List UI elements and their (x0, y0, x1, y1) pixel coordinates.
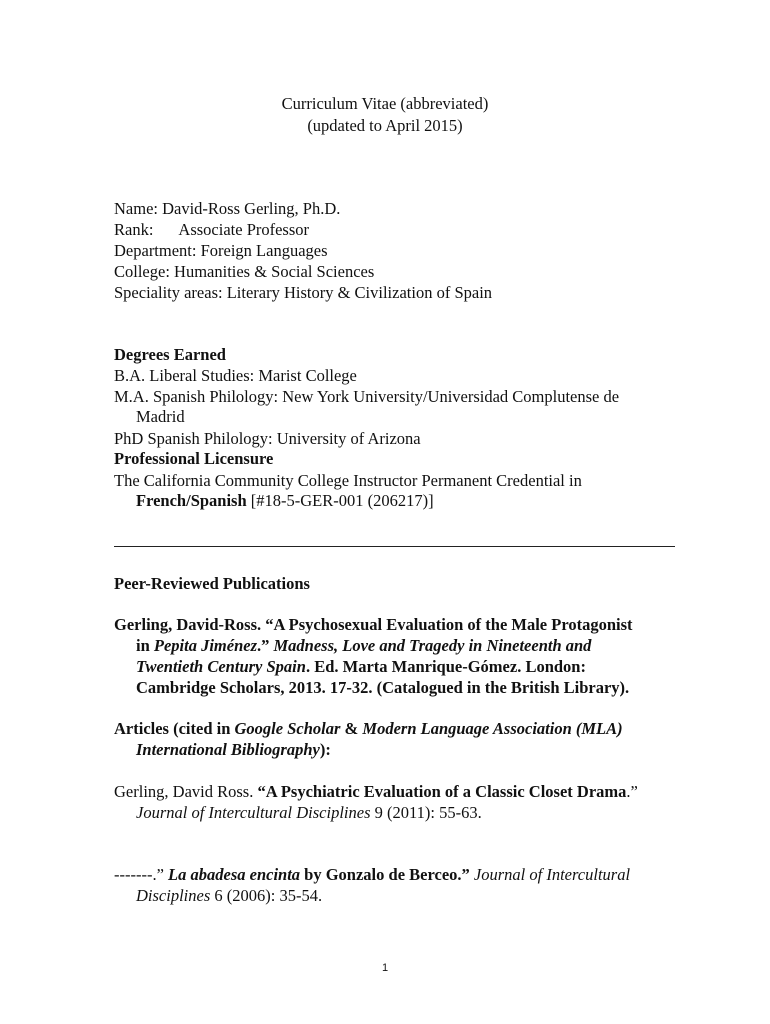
licensure-line2 (136, 491, 434, 511)
mla-label: Modern Language Association (MLA) (362, 719, 623, 738)
peer-reviewed-heading: Peer-Reviewed Publications (114, 574, 310, 593)
degree-ba: B.A. Liberal Studies: Marist College (114, 366, 357, 385)
articles-heading (114, 719, 623, 739)
article-entry-1-line2 (136, 803, 482, 823)
degree-ma-line2: Madrid (136, 407, 185, 426)
cv-updated-date: (updated to April 2015) (307, 116, 463, 135)
publication-book-title: Madness, Love and Tragedy in Nineteenth and (273, 636, 592, 655)
degrees-heading: Degrees Earned (114, 345, 226, 364)
article-journal-cont: Disciplines (136, 886, 211, 905)
speciality-line: Speciality areas: Literary History & Civilization of Spain (114, 283, 493, 302)
articles-heading-line2 (136, 740, 331, 760)
publication-text: .” (257, 636, 274, 655)
publication-line2 (136, 636, 591, 656)
college-line: College: Humanities & Social Sciences (114, 262, 375, 281)
publication-line3 (136, 657, 586, 677)
article-author-work: by Gonzalo de Berceo.” (300, 865, 470, 884)
section-divider (114, 546, 675, 547)
article-journal: Journal of Intercultural (469, 865, 631, 884)
rank-value: Associate Professor (178, 220, 310, 239)
article-work-title: La abadesa encinta (168, 865, 301, 884)
publication-line1: Gerling, David-Ross. “A Psychosexual Evaluation of the Male Protagonist (114, 615, 633, 634)
article-journal: Journal of Intercultural Disciplines (136, 803, 371, 822)
department-line: Department: Foreign Languages (114, 241, 328, 260)
licensure-heading: Professional Licensure (114, 449, 274, 468)
degree-ma-line1: M.A. Spanish Philology: New York University/Universidad Complutense de (114, 387, 620, 406)
articles-heading-text: & (340, 719, 363, 738)
publication-text: in (136, 636, 154, 655)
cv-title: Curriculum Vitae (abbreviated) (281, 94, 489, 113)
degree-phd: PhD Spanish Philology: University of Arizona (114, 429, 421, 448)
article-citation: 6 (2006): 35-54. (210, 886, 323, 905)
publication-book-title-cont: Twentieth Century Spain (136, 657, 306, 676)
licensure-line1: The California Community College Instructor Permanent Credential in (114, 471, 582, 490)
article-title: “A Psychiatric Evaluation of a Classic Closet Drama (257, 782, 627, 801)
publication-work-title: Pepita Jiménez (153, 636, 257, 655)
page-number: 1 (381, 962, 389, 974)
article-entry-2-line1 (114, 865, 630, 885)
name-line: Name: David-Ross Gerling, Ph.D. (114, 199, 341, 218)
article-citation: 9 (2011): 55-63. (370, 803, 482, 822)
article-entry-1-line1 (114, 782, 638, 802)
article-entry-2-line2 (136, 886, 322, 906)
article-author: Gerling, David Ross. (114, 782, 258, 801)
articles-heading-text: Articles (cited in (114, 719, 235, 738)
publication-line4: Cambridge Scholars, 2013. 17-32. (Catalogued in the British Library). (136, 678, 630, 697)
article-ditto: -------.” (114, 865, 169, 884)
rank-line (114, 220, 309, 240)
rank-label: Rank: (114, 220, 154, 239)
articles-heading-end: ): (319, 740, 331, 759)
licensure-subject: French/Spanish (136, 491, 247, 510)
google-scholar-label: Google Scholar (234, 719, 341, 738)
article-title-end: .” (626, 782, 638, 801)
mla-bibliography-label: International Bibliography (136, 740, 320, 759)
publication-editor: . Ed. Marta Manrique-Gómez. London: (305, 657, 586, 676)
licensure-credential-number: [#18-5-GER-001 (206217)] (246, 491, 434, 510)
